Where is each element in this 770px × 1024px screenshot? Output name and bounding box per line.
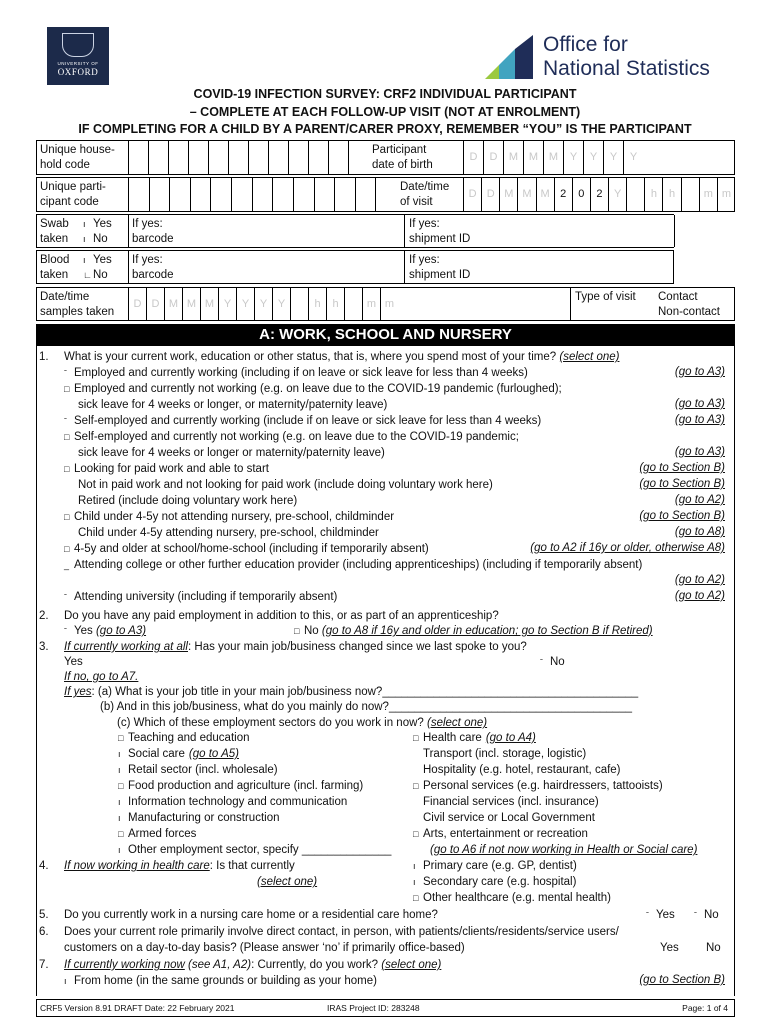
pc-boxes-cell[interactable] — [293, 178, 314, 211]
blood-barcode-label: If yes: barcode — [132, 254, 174, 281]
q3-sector-right[interactable]: □ Arts, entertainment or recreation — [413, 828, 588, 840]
q3-c: (c) Which of these employment sectors do you work in now? (select one) — [117, 717, 488, 729]
sample-boxes-cell[interactable]: h — [326, 288, 344, 320]
hh-boxes-cell[interactable] — [308, 141, 328, 174]
q1-option-goto: (go to A2) — [674, 590, 725, 602]
q3-sector-left[interactable]: □ Armed forces — [118, 828, 197, 840]
oxford-logo — [47, 27, 109, 85]
blood-shipment-label: If yes: shipment ID — [409, 254, 471, 281]
q3-ifno: If no, go to A7. — [64, 671, 139, 683]
q1-option: sick leave for 4 weeks or longer or maternity/paternity leave) — [78, 447, 385, 459]
section-a-banner: A: WORK, SCHOOL AND NURSERY — [36, 324, 735, 346]
visit-boxes-cell[interactable]: h — [644, 178, 662, 211]
dob-boxes-cell[interactable]: M — [543, 141, 563, 174]
q3-text: If currently working at all: Has your main job/business changed since we last spoke to you? — [64, 641, 527, 653]
q3-sector-right[interactable]: Civil service or Local Government — [423, 812, 595, 824]
q1-option-goto: (go to A3) — [674, 414, 725, 426]
visit-boxes-cell[interactable]: Y — [608, 178, 626, 211]
pc-boxes-cell[interactable] — [355, 178, 376, 211]
q1-option-goto: (go to Section B) — [639, 462, 725, 474]
sample-boxes-cell[interactable]: m — [380, 288, 398, 320]
hh-boxes-cell[interactable] — [348, 141, 368, 174]
sample-boxes-cell[interactable]: Y — [272, 288, 290, 320]
q2-number: 2. — [39, 610, 49, 622]
pc-boxes-cell[interactable] — [128, 178, 149, 211]
dob-boxes-cell[interactable]: D — [483, 141, 503, 174]
pc-boxes-cell[interactable] — [210, 178, 231, 211]
q4-opt-primary[interactable]: ı Primary care (e.g. GP, dentist) — [413, 860, 577, 872]
non-contact-option[interactable]: Non-contact — [658, 306, 721, 318]
q3-sector-right[interactable]: Transport (incl. storage, logistic) — [423, 748, 587, 760]
visit-boxes-cell[interactable] — [681, 178, 699, 211]
q4-number: 4. — [39, 860, 49, 872]
row-blood — [36, 250, 674, 284]
dob-boxes-cell[interactable]: D — [463, 141, 483, 174]
q1-option[interactable]: ˉ Self-employed and currently working (include if on leave or sick leave for less than 4 weeks) — [64, 415, 542, 427]
blood-yes-checkbox[interactable]: ı Yes — [83, 254, 112, 266]
blood-label: Blood taken — [40, 254, 70, 281]
q1-option: Child under 4-5y attending nursery, pre-school, childminder — [78, 527, 379, 539]
q6-yes[interactable]: Yes — [660, 942, 679, 954]
q7-opt1-go: (go to Section B) — [639, 974, 725, 986]
q3-sector-left[interactable]: ı Social care (go to A5) — [118, 748, 239, 760]
sample-boxes-cell[interactable]: Y — [218, 288, 236, 320]
q4-opt-secondary[interactable]: ı Secondary care (e.g. hospital) — [413, 876, 577, 888]
sample-boxes-cell[interactable]: Y — [254, 288, 272, 320]
q1-option-goto: (go to A2) — [674, 574, 725, 586]
sample-boxes-cell[interactable]: M — [200, 288, 218, 320]
q3-sector-right[interactable]: Hospitality (e.g. hotel, restaurant, cafe) — [423, 764, 621, 776]
hh-boxes-cell[interactable] — [288, 141, 308, 174]
pc-boxes-cell[interactable] — [190, 178, 211, 211]
q3-sector-left[interactable]: ı Retail sector (incl. wholesale) — [118, 764, 278, 776]
q1-number: 1. — [39, 351, 49, 363]
visit-boxes-cell[interactable]: 0 — [572, 178, 590, 211]
q3-sector-left[interactable]: ı Manufacturing or construction — [118, 812, 280, 824]
q1-option: Not in paid work and not looking for paid work (include doing voluntary work here) — [78, 479, 493, 491]
visit-boxes-cell[interactable]: m — [717, 178, 735, 211]
q1-option: Retired (include doing voluntary work here) — [78, 495, 298, 507]
q3-number: 3. — [39, 641, 49, 653]
q1-option-goto: (go to A8) — [674, 526, 725, 538]
q6-no[interactable]: No — [706, 942, 721, 954]
q1-option[interactable]: □ Child under 4-5y not attending nursery, pre-school, childminder — [64, 511, 395, 523]
q3-sector-right[interactable]: □ Personal services (e.g. hairdressers, tattooists) — [413, 780, 663, 792]
ons-name-1: Office for — [543, 33, 628, 56]
pc-boxes-cell[interactable] — [375, 178, 396, 211]
crest-icon — [62, 33, 94, 57]
visit-boxes-cell[interactable]: M — [517, 178, 535, 211]
ons-name-2: National Statistics — [543, 57, 710, 80]
q3-sector-left[interactable]: □ Teaching and education — [118, 732, 250, 744]
blood-no-checkbox[interactable]: ∟No — [83, 269, 108, 281]
q3-other-go: (go to A6 if not now working in Health or Social care) — [430, 844, 698, 856]
hh-boxes-cell[interactable] — [128, 141, 148, 174]
visit-boxes-cell[interactable]: D — [463, 178, 481, 211]
household-label: Unique house- hold code — [40, 144, 115, 171]
q1-option-goto: (go to A3) — [674, 366, 725, 378]
sample-boxes-cell[interactable]: D — [128, 288, 146, 320]
q1-option[interactable]: □ Self-employed and currently not working (e.g. on leave due to the COVID-19 pandemic; — [64, 431, 519, 443]
visit-boxes-cell[interactable]: m — [699, 178, 717, 211]
hh-boxes-cell[interactable] — [208, 141, 228, 174]
q1-option-goto: (go to Section B) — [639, 510, 725, 522]
pc-boxes-cell[interactable] — [169, 178, 190, 211]
visit-boxes-cell[interactable]: D — [481, 178, 499, 211]
hh-boxes-cell[interactable] — [248, 141, 268, 174]
visit-boxes-cell[interactable] — [626, 178, 644, 211]
row-participant — [36, 177, 735, 212]
q1-option[interactable]: _ Attending college or other further education provider (including apprenticeships) (including if temporarily absent) — [64, 559, 643, 571]
visit-boxes-cell[interactable]: 2 — [554, 178, 572, 211]
proxy-note: IF COMPLETING FOR A CHILD BY A PARENT/CARER PROXY, REMEMBER “YOU” IS THE PARTICIPANT — [78, 122, 692, 136]
pc-boxes-cell[interactable] — [272, 178, 293, 211]
oxford-line1: UNIVERSITY OF — [57, 61, 99, 66]
participant-code-label: Unique parti- cipant code — [40, 181, 106, 208]
q7-number: 7. — [39, 959, 49, 971]
q2-yes[interactable]: ˉ Yes (go to A3) — [64, 625, 147, 637]
hh-boxes-cell[interactable] — [268, 141, 288, 174]
q7-text: If currently working now (see A1, A2): Currently, do you work? (select one) — [64, 959, 442, 971]
footer-page: Page: 1 of 4 — [682, 1003, 728, 1013]
sample-boxes-cell[interactable] — [344, 288, 362, 320]
pc-boxes-cell[interactable] — [231, 178, 252, 211]
sample-boxes-cell[interactable]: D — [146, 288, 164, 320]
q1-option[interactable]: ˉ Employed and currently working (including if on leave or sick leave for less than 4 weeks) — [64, 367, 528, 379]
q3-sector-left[interactable]: □ Food production and agriculture (incl. farming) — [118, 780, 364, 792]
hh-boxes-cell[interactable] — [168, 141, 188, 174]
sample-boxes-cell[interactable]: m — [362, 288, 380, 320]
dob-boxes-cell[interactable]: M — [503, 141, 523, 174]
dob-boxes-cell[interactable]: Y — [623, 141, 643, 174]
q3-b: (b) And in this job/business, what do you mainly do now?______________________________________ — [100, 701, 632, 713]
pc-boxes-cell[interactable] — [149, 178, 170, 211]
q5-number: 5. — [39, 909, 49, 921]
dob-label: Participant date of birth — [372, 144, 433, 171]
q4-hint: (select one) — [257, 876, 318, 888]
q1-option[interactable]: ˉ Attending university (including if temporarily absent) — [64, 591, 338, 603]
ons-logo — [485, 31, 735, 83]
q6-number: 6. — [39, 926, 49, 938]
type-of-visit-label: Type of visit — [575, 291, 636, 303]
pc-boxes-cell[interactable] — [314, 178, 335, 211]
q3-sector-right[interactable]: Financial services (incl. insurance) — [423, 796, 599, 808]
q1-option-goto: (go to A3) — [674, 446, 725, 458]
swab-no-checkbox[interactable]: ı No — [83, 233, 108, 245]
row-samples — [36, 287, 735, 321]
q1-option: sick leave for 4 weeks or longer, or maternity/paternity leave) — [78, 399, 388, 411]
dob-boxes-cell[interactable]: Y — [583, 141, 603, 174]
form-title: COVID-19 INFECTION SURVEY: CRF2 INDIVIDUAL PARTICIPANT — [193, 87, 577, 101]
q6-text1: Does your current role primarily involve direct contact, in person, with patients/clients/residents/service users/ — [64, 926, 619, 938]
q4-opt-other[interactable]: □ Other healthcare (e.g. mental health) — [413, 892, 611, 904]
visit-boxes-cell[interactable]: M — [499, 178, 517, 211]
hh-boxes-cell[interactable] — [188, 141, 208, 174]
q3-sector-left[interactable]: ı Other employment sector, specify ______________ — [118, 844, 392, 856]
contact-option[interactable]: Contact — [658, 291, 698, 303]
visit-boxes-cell[interactable]: M — [536, 178, 554, 211]
q2-text: Do you have any paid employment in addition to this, or as part of an apprenticeship? — [64, 610, 499, 622]
row-swab — [36, 214, 674, 248]
q7-opt1[interactable]: ı From home (in the same grounds or building as your home) — [64, 975, 377, 987]
footer-version: CRF5 Version 8.91 DRAFT Date: 22 February 2021 — [40, 1003, 235, 1013]
pc-boxes-cell[interactable] — [252, 178, 273, 211]
swab-barcode-label: If yes: barcode — [132, 218, 174, 245]
q1-option[interactable]: □ Looking for paid work and able to start — [64, 463, 269, 475]
q5-text: Do you currently work in a nursing care home or a residential care home? — [64, 909, 438, 921]
q1-option[interactable]: □ 4-5y and older at school/home-school (including if temporarily absent) — [64, 543, 429, 555]
q3-yes[interactable]: Yes — [64, 656, 83, 668]
visit-boxes-cell[interactable]: h — [662, 178, 680, 211]
sample-boxes-cell[interactable]: Y — [236, 288, 254, 320]
samples-label: Date/time samples taken — [40, 291, 115, 318]
swab-shipment-label: If yes: shipment ID — [409, 218, 471, 245]
footer — [36, 999, 735, 1017]
row-household — [36, 140, 735, 175]
q2-no[interactable]: □ No (go to A8 if 16y and older in education; go to Section B if Retired) — [294, 625, 653, 637]
sample-boxes-cell[interactable]: M — [164, 288, 182, 320]
q1-option-goto: (go to A2 if 16y or older, otherwise A8) — [530, 542, 725, 554]
q5-no[interactable]: ˉ No — [694, 909, 719, 921]
hh-boxes-cell[interactable] — [228, 141, 248, 174]
q1-option-goto: (go to Section B) — [639, 478, 725, 490]
q3-sector-left[interactable]: ı Information technology and communication — [118, 796, 348, 808]
q6-text2: customers on a day-to-day basis? (Please answer ‘no’ if primarily office-based) — [64, 942, 465, 954]
dob-boxes-cell[interactable]: M — [523, 141, 543, 174]
q1-option-goto: (go to A3) — [674, 398, 725, 410]
swab-yes-checkbox[interactable]: ı Yes — [83, 218, 112, 230]
visit-boxes-cell[interactable]: 2 — [590, 178, 608, 211]
dob-boxes-cell[interactable]: Y — [603, 141, 623, 174]
hh-boxes-cell[interactable] — [148, 141, 168, 174]
footer-iras: IRAS Project ID: 283248 — [327, 1003, 420, 1013]
pc-boxes-cell[interactable] — [334, 178, 355, 211]
q4-text: If now working in health care: Is that currently — [64, 860, 295, 872]
q3-no[interactable]: ˉ No — [540, 656, 565, 668]
q3-a: If yes: (a) What is your job title in your main job/business now?________________________________________ — [64, 686, 639, 698]
q3-sector-right[interactable]: □ Health care (go to A4) — [413, 732, 536, 744]
sample-boxes-cell[interactable]: M — [182, 288, 200, 320]
visit-label: Date/time of visit — [400, 181, 450, 208]
sample-boxes-cell[interactable] — [290, 288, 308, 320]
ons-mark-icon — [485, 35, 533, 79]
q5-yes[interactable]: ˉ Yes — [646, 909, 675, 921]
q1-text: What is your current work, education or other status, that is, where you spend most of your time? (select one) — [64, 351, 620, 363]
oxford-line2: OXFORD — [57, 67, 99, 77]
q1-option-goto: (go to A2) — [674, 494, 725, 506]
swab-label: Swab taken — [40, 218, 69, 245]
sample-boxes-cell[interactable]: h — [308, 288, 326, 320]
q1-option[interactable]: □ Employed and currently not working (e.g. on leave due to the COVID-19 pandemic (furloughed); — [64, 383, 562, 395]
hh-boxes-cell[interactable] — [328, 141, 348, 174]
dob-boxes-cell[interactable]: Y — [563, 141, 583, 174]
form-subtitle: – COMPLETE AT EACH FOLLOW-UP VISIT (NOT AT ENROLMENT) — [189, 105, 581, 119]
